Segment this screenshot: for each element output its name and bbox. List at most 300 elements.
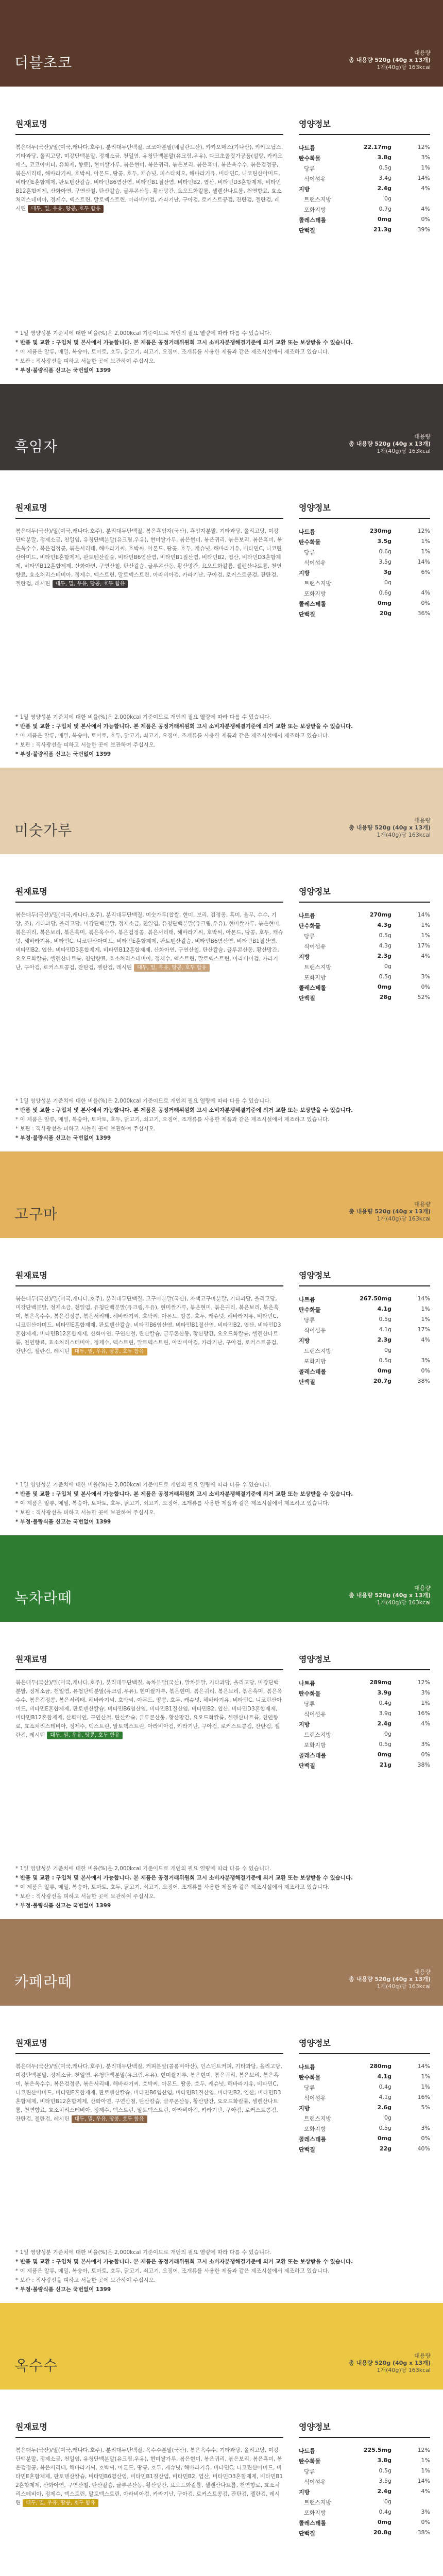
nutrient-value: 0g xyxy=(384,2498,391,2505)
note-2: * 반품 및 교환 : 구입처 및 본사에서 가능합니다. 본 제품은 공정거래위원회 고시 소비자분쟁해결기준에 의거 교환 또는 보상받을 수 있습니다. xyxy=(15,1107,353,1113)
ingredients-label: 원재료명 xyxy=(15,503,47,513)
nutrition-row xyxy=(299,2466,430,2476)
nutrient-daily-pct: 38% xyxy=(417,1378,430,1384)
nutrient-value: 20g xyxy=(379,610,391,617)
ingredients-text xyxy=(15,143,283,213)
nutrient-value: 0.7g xyxy=(379,206,391,212)
nutrient-name: 탄수화물 xyxy=(299,155,321,162)
nutrition-label: 영양정보 xyxy=(299,887,331,896)
ingredients-text xyxy=(15,911,283,972)
nutrient-value: 3.8g xyxy=(377,154,391,161)
nutrition-row xyxy=(299,2517,430,2528)
nutrient-daily-pct: 1% xyxy=(421,922,430,928)
nutrient-name: 식이섬유 xyxy=(304,943,326,950)
nutrient-name: 나트륨 xyxy=(299,1680,315,1687)
nutrient-name: 당류 xyxy=(304,2468,315,2475)
nutrient-daily-pct: 4% xyxy=(421,953,430,959)
note-3: * 이 제품은 알류, 메밀, 복숭아, 토마토, 호두, 닭고기, 쇠고기, 오징어, 조개류를 사용한 제품과 같은 제조시설에서 제조하고 있습니다. xyxy=(15,1500,330,1506)
section-5 xyxy=(0,1535,443,1909)
nutrient-name: 식이섬유 xyxy=(304,2479,326,2485)
ingredients-label: 원재료명 xyxy=(15,119,47,129)
nutrition-row xyxy=(299,536,430,547)
note-5: * 부정·불량식품 신고는 국번없이 1399 xyxy=(15,367,111,374)
nutrition-divider xyxy=(299,1669,430,1670)
ingredients-divider xyxy=(15,2437,283,2438)
ingredients-text xyxy=(15,2446,283,2507)
section-title: 흑임자 xyxy=(14,438,58,455)
nutrition-divider xyxy=(299,1285,430,1286)
nutrition-row xyxy=(299,1750,430,1760)
nutrition-row xyxy=(299,588,430,598)
nutrient-value: 0mg xyxy=(378,1367,391,1374)
nutrient-name: 식이섬유 xyxy=(304,1327,326,1334)
nutrient-value: 21g xyxy=(379,1761,391,1768)
nutrition-label: 영양정보 xyxy=(299,2038,331,2048)
nutrient-name: 콜레스테롤 xyxy=(299,601,327,607)
nutrient-value: 4.1g xyxy=(379,2094,391,2100)
section-content xyxy=(0,87,443,374)
nutrient-value: 280mg xyxy=(369,2063,391,2070)
section-1 xyxy=(0,0,443,374)
serving-line-1: 대용량 xyxy=(414,1969,431,1975)
nutrition-row xyxy=(299,1376,430,1386)
nutrient-daily-pct: 3% xyxy=(421,1357,430,1364)
serving-info xyxy=(349,1585,431,1606)
nutrition-row xyxy=(299,163,430,173)
nutrient-value: 2.3g xyxy=(377,1336,391,1343)
note-1: * 1일 영양성분 기준치에 대한 비율(%)은 2,000kcal 기준이므로 개인의 필요 열량에 따라 다를 수 있습니다. xyxy=(15,714,271,720)
nutrition-table xyxy=(299,910,430,1003)
serving-line-2: 총 내용량 520g (40g x 13개) xyxy=(349,57,431,63)
ingredients-body: 볶은대두(국산)/밀(미국,캐나다,호주), 분리대두단백질, 녹차분말(국산), 말차분말, 기타과당, 올리고당, 미강단백분말, 정제소금, 천일염, 유청단백분말(유크림,우유), 현미쌀가루, 볶은현미, 볶은귀리, 볶은보리, 볶은흑미, 볶은옥수수, 볶은검정콩, 볶은서리태, 해바라기씨, 호박씨, 아몬드, 땅콩, 호두, 캐슈넛, 해바라기유, 비타민C, 니코틴산아미드, 비타민E혼합제제, 판토텐산칼슘, 비타민B6염산염, 비타민B1질산염, 비타민B2, 엽산, 비타민D3혼합제제, 비타민B12혼합제제, 산화아연, 구연산철, 탄산칼슘, 글루콘산동, 황산망간, 요오드화칼륨, 셀렌산나트륨, 천연향료, 효소처리스테비아, 정제수, 덱스트린, 말토덱스트린, 아라비아검, 카라기난, 구아검, 로커스트콩검, 잔탄검, 젤란검, 레시틴 xyxy=(15,1680,282,1738)
ingredients-body: 볶은대두(국산)/밀(미국,캐나다,호주), 분리대두단백질, 옥수수분말(국산), 볶은옥수수, 기타과당, 올리고당, 미강단백분말, 정제소금, 천일염, 유청단백분말(유크림,우유), 현미쌀가루, 볶은현미, 볶은귀리, 볶은보리, 볶은흑미, 볶은검정콩, 볶은서리태, 해바라기씨, 호박씨, 아몬드, 땅콩, 호두, 캐슈넛, 해바라기유, 비타민C, 니코틴산아미드, 비타민E혼합제제, 판토텐산칼슘, 비타민B6염산염, 비타민B1질산염, 비타민B2, 엽산, 비타민D3혼합제제, 비타민B12혼합제제, 산화아연, 구연산철, 탄산칼슘, 글루콘산동, 황산망간, 요오드화칼륨, 셀렌산나트륨, 천연향료, 효소처리스테비아, 정제수, 덱스트린, 말토덱스트린, 아라비아검, 카라기난, 구아검, 로커스트콩검, 잔탄검, 젤란검, 레시틴 xyxy=(15,2447,283,2506)
nutrition-row xyxy=(299,2455,430,2466)
nutrition-label: 영양정보 xyxy=(299,119,331,129)
nutrient-name: 식이섬유 xyxy=(304,176,326,182)
nutrition-table xyxy=(299,526,430,619)
nutrient-value: 0.5g xyxy=(379,973,391,980)
serving-line-3: 1개(40g)당 163kcal xyxy=(377,1983,431,1990)
nutrient-value: 3.5g xyxy=(379,2478,391,2484)
nutrient-name: 지방 xyxy=(299,1337,310,1344)
nutrient-daily-pct: 0% xyxy=(421,1751,430,1758)
nutrient-value: 20.7g xyxy=(373,1378,391,1384)
nutrition-row xyxy=(299,173,430,183)
nutrition-divider xyxy=(299,518,430,519)
nutrition-row xyxy=(299,194,430,204)
nutrient-value: 28g xyxy=(379,994,391,1001)
nutrient-daily-pct: 4% xyxy=(421,589,430,596)
nutrition-row xyxy=(299,152,430,163)
nutrient-daily-pct: 1% xyxy=(421,1316,430,1323)
nutrient-value: 21.3g xyxy=(373,226,391,233)
serving-info xyxy=(349,1969,431,1990)
section-title: 고구마 xyxy=(14,1206,58,1223)
nutrient-value: 0mg xyxy=(378,2519,391,2526)
allergy-badge: 대두, 밀, 우유, 땅콩, 호두 함유 xyxy=(72,2115,147,2123)
nutrient-name: 지방 xyxy=(299,954,310,960)
nutrient-value: 0.5g xyxy=(379,1741,391,1748)
note-3: * 이 제품은 알류, 메밀, 복숭아, 토마토, 호두, 닭고기, 쇠고기, 오징어, 조개류를 사용한 제품과 같은 제조시설에서 제조하고 있습니다. xyxy=(15,1884,330,1890)
nutrition-table xyxy=(299,142,430,235)
nutrient-name: 단백질 xyxy=(299,995,315,1002)
section-3 xyxy=(0,768,443,1139)
nutrition-row xyxy=(299,142,430,152)
nutrient-name: 단백질 xyxy=(299,227,315,234)
section-header xyxy=(0,2303,443,2389)
nutrition-divider xyxy=(299,134,430,135)
nutrition-row xyxy=(299,578,430,588)
serving-line-3: 1개(40g)당 163kcal xyxy=(377,1599,431,1606)
notes xyxy=(15,329,428,375)
nutrient-name: 지방 xyxy=(299,570,310,577)
serving-info xyxy=(349,817,431,839)
serving-line-3: 1개(40g)당 163kcal xyxy=(377,448,431,454)
nutrient-value: 0.5g xyxy=(379,932,391,939)
nutrient-value: 0.4g xyxy=(379,2509,391,2515)
nutrient-value: 2.4g xyxy=(377,1720,391,1727)
allergy-badge: 대두, 밀, 우유, 땅콩, 호두 함유 xyxy=(72,1348,147,1355)
allergy-badge: 대두, 밀, 우유, 땅콩, 호두 함유 xyxy=(53,580,128,588)
ingredients-label: 원재료명 xyxy=(15,887,47,896)
nutrient-value: 4.1g xyxy=(377,2073,391,2080)
serving-line-2: 총 내용량 520g (40g x 13개) xyxy=(349,1208,431,1215)
nutrient-daily-pct: 14% xyxy=(417,1295,430,1302)
nutrition-row xyxy=(299,1760,430,1770)
nutrient-value: 3.9g xyxy=(379,1710,391,1717)
nutrient-name: 포화지방 xyxy=(304,2510,326,2516)
nutrient-daily-pct: 3% xyxy=(421,973,430,980)
ingredients-divider xyxy=(15,134,283,135)
nutrition-row xyxy=(299,567,430,578)
nutrition-row xyxy=(299,1739,430,1750)
nutrient-value: 0.5g xyxy=(379,1357,391,1364)
nutrition-table xyxy=(299,1677,430,1770)
note-2: * 반품 및 교환 : 구입처 및 본사에서 가능합니다. 본 제품은 공정거래위원회 고시 소비자분쟁해결기준에 의거 교환 또는 보상받을 수 있습니다. xyxy=(15,340,353,346)
nutrient-value: 4.1g xyxy=(377,1306,391,1312)
nutrient-value: 2.4g xyxy=(377,185,391,192)
nutrient-value: 0mg xyxy=(378,1751,391,1758)
nutrient-daily-pct: 4% xyxy=(421,1720,430,1727)
nutrition-row xyxy=(299,1325,430,1335)
nutrient-value: 20.8g xyxy=(373,2529,391,2536)
nutrient-name: 나트륨 xyxy=(299,145,315,151)
ingredients-label: 원재료명 xyxy=(15,1654,47,1664)
nutrient-name: 단백질 xyxy=(299,1762,315,1769)
nutrition-row xyxy=(299,992,430,1003)
section-4 xyxy=(0,1151,443,1525)
nutrition-label: 영양정보 xyxy=(299,2422,331,2432)
nutrient-daily-pct: 14% xyxy=(417,175,430,181)
nutrition-row xyxy=(299,2133,430,2144)
section-content xyxy=(0,2389,443,2576)
note-5: * 부정·불량식품 신고는 국번없이 1399 xyxy=(15,751,111,757)
nutrient-name: 포화지방 xyxy=(304,2126,326,2132)
nutrient-name: 포화지방 xyxy=(304,1358,326,1365)
nutrient-name: 당류 xyxy=(304,2084,315,2091)
nutrient-value: 0g xyxy=(384,1347,391,1353)
note-3: * 이 제품은 알류, 메밀, 복숭아, 토마토, 호두, 닭고기, 쇠고기, 오징어, 조개류를 사용한 제품과 같은 제조시설에서 제조하고 있습니다. xyxy=(15,1116,330,1123)
nutrition-row xyxy=(299,2528,430,2538)
note-4: * 보관 : 직사광선을 피하고 서늘한 곳에 보관하여 주십시오. xyxy=(15,358,156,364)
nutrition-row xyxy=(299,2123,430,2133)
nutrient-name: 탄수화물 xyxy=(299,1690,321,1697)
note-3: * 이 제품은 알류, 메밀, 복숭아, 토마토, 호두, 닭고기, 쇠고기, 오징어, 조개류를 사용한 제품과 같은 제조시설에서 제조하고 있습니다. xyxy=(15,2268,330,2274)
nutrient-name: 나트륨 xyxy=(299,2448,315,2454)
nutrient-name: 지방 xyxy=(299,186,310,193)
serving-info xyxy=(349,1201,431,1223)
nutrient-name: 지방 xyxy=(299,1721,310,1728)
section-header xyxy=(0,768,443,854)
nutrient-daily-pct: 1% xyxy=(421,538,430,545)
nutrient-value: 0mg xyxy=(378,600,391,606)
note-5: * 부정·불량식품 신고는 국번없이 1399 xyxy=(15,1135,111,1141)
nutrient-daily-pct: 1% xyxy=(421,2073,430,2080)
nutrient-name: 탄수화물 xyxy=(299,923,321,929)
section-title: 카페라떼 xyxy=(14,1973,73,1990)
nutrient-value: 0mg xyxy=(378,2135,391,2142)
note-2: * 반품 및 교환 : 구입처 및 본사에서 가능합니다. 본 제품은 공정거래위원회 고시 소비자분쟁해결기준에 의거 교환 또는 보상받을 수 있습니다. xyxy=(15,723,353,730)
nutrient-value: 4.3g xyxy=(377,922,391,928)
nutrition-label: 영양정보 xyxy=(299,503,331,513)
nutrient-daily-pct: 1% xyxy=(421,2083,430,2090)
nutrient-daily-pct: 1% xyxy=(421,548,430,555)
nutrient-name: 포화지방 xyxy=(304,207,326,213)
ingredients-text xyxy=(15,2062,283,2124)
nutrient-name: 지방 xyxy=(299,2105,310,2112)
nutrient-daily-pct: 0% xyxy=(421,2135,430,2142)
section-header xyxy=(0,1535,443,1622)
nutrient-value: 3.8g xyxy=(377,2457,391,2464)
nutrition-row xyxy=(299,951,430,961)
nutrient-daily-pct: 3% xyxy=(421,2125,430,2131)
note-5: * 부정·불량식품 신고는 국번없이 1399 xyxy=(15,1903,111,1909)
note-3: * 이 제품은 알류, 메밀, 복숭아, 토마토, 호두, 닭고기, 쇠고기, 오징어, 조개류를 사용한 제품과 같은 제조시설에서 제조하고 있습니다. xyxy=(15,733,330,739)
ingredients-label: 원재료명 xyxy=(15,1270,47,1280)
nutrition-row xyxy=(299,1719,430,1729)
nutrient-daily-pct: 4% xyxy=(421,2488,430,2495)
nutrition-row xyxy=(299,920,430,930)
ingredients-divider xyxy=(15,1285,283,1286)
nutrient-name: 트랜스지방 xyxy=(304,2115,332,2122)
nutrition-row xyxy=(299,1294,430,1304)
nutrient-value: 0.4g xyxy=(379,1700,391,1706)
nutrient-value: 230mg xyxy=(369,528,391,534)
nutrient-daily-pct: 14% xyxy=(417,2478,430,2484)
nutrient-value: 0mg xyxy=(378,984,391,990)
nutrient-value: 0.5g xyxy=(379,164,391,171)
nutrient-name: 포화지방 xyxy=(304,590,326,597)
allergy-badge: 대두, 밀, 우유, 땅콩, 호두 함유 xyxy=(47,1732,123,1739)
nutrient-value: 0g xyxy=(384,1731,391,1737)
allergy-badge: 대두, 밀, 우유, 땅콩, 호두 함유 xyxy=(28,205,104,213)
nutrition-row xyxy=(299,2486,430,2497)
nutrient-name: 트랜스지방 xyxy=(304,196,332,203)
nutrient-name: 단백질 xyxy=(299,611,315,618)
nutrient-daily-pct: 40% xyxy=(417,2145,430,2152)
nutrient-value: 289mg xyxy=(369,1679,391,1686)
nutrition-row xyxy=(299,2072,430,2082)
nutrient-value: 267.50mg xyxy=(360,1295,391,1302)
nutrient-daily-pct: 0% xyxy=(421,600,430,606)
nutrient-value: 0g xyxy=(384,963,391,970)
section-content xyxy=(0,854,443,1139)
section-title: 녹차라떼 xyxy=(14,1589,73,1606)
nutrition-divider xyxy=(299,2053,430,2054)
ingredients-label: 원재료명 xyxy=(15,2422,47,2432)
nutrient-name: 콜레스테롤 xyxy=(299,217,327,224)
nutrient-name: 트랜스지방 xyxy=(304,580,332,587)
ingredients-divider xyxy=(15,902,283,903)
nutrient-value: 0.6g xyxy=(379,548,391,555)
ingredients-body: 볶은대두(국산)/밀(미국,캐나다,호주), 분리대두단백질, 코코아분말(네덜란드산), 카카오매스(가나산), 카카오닙스, 기타과당, 올리고당, 미강단백분말, 정제소금, 천일염, 유청단백분말(유크림,우유), 다크초콜릿가공품(설탕, 카카오매스, 코코아버터, 유화제, 향료), 현미쌀가루, 볶은현미, 볶은귀리, 볶은보리, 볶은흑미, 볶은옥수수, 볶은검정콩, 볶은서리태, 해바라기씨, 호박씨, 아몬드, 땅콩, 호두, 캐슈넛, 피스타치오, 해바라기유, 비타민C, 니코틴산아미드, 비타민E혼합제제, 판토텐산칼슘, 비타민B6염산염, 비타민B1질산염, 비타민B2, 엽산, 비타민D3혼합제제, 비타민B12혼합제제, 산화아연, 구연산철, 탄산칼슘, 글루콘산동, 황산망간, 요오드화칼륨, 셀렌산나트륨, 천연향료, 효소처리스테비아, 정제수, 덱스트린, 말토덱스트린, 아라비아검, 카라기난, 구아검, 로커스트콩검, 잔탄검, 젤란검, 레시틴 xyxy=(15,144,283,212)
nutrition-row xyxy=(299,1708,430,1719)
serving-line-2: 총 내용량 520g (40g x 13개) xyxy=(349,824,431,831)
nutrient-name: 포화지방 xyxy=(304,1742,326,1749)
notes xyxy=(15,1480,428,1527)
note-4: * 보관 : 직사광선을 피하고 서늘한 곳에 보관하여 주십시오. xyxy=(15,1893,156,1900)
nutrition-label: 영양정보 xyxy=(299,1270,331,1280)
nutrient-daily-pct: 12% xyxy=(417,2447,430,2453)
nutrient-daily-pct: 1% xyxy=(421,932,430,939)
nutrition-label: 영양정보 xyxy=(299,1654,331,1664)
ingredients-body: 볶은대두(국산)/밀(미국,캐나다,호주), 분리대두단백질, 커피분말(콜롬비아산), 인스턴트커피, 기타과당, 올리고당, 미강단백분말, 정제소금, 천일염, 유청단백분말(유크림,우유), 현미쌀가루, 볶은현미, 볶은귀리, 볶은보리, 볶은흑미, 볶은옥수수, 볶은검정콩, 볶은서리태, 해바라기씨, 호박씨, 아몬드, 땅콩, 호두, 캐슈넛, 해바라기유, 비타민C, 니코틴산아미드, 비타민E혼합제제, 판토텐산칼슘, 비타민B6염산염, 비타민B1질산염, 비타민B2, 엽산, 비타민D3혼합제제, 비타민B12혼합제제, 산화아연, 구연산철, 탄산칼슘, 글루콘산동, 황산망간, 요오드화칼륨, 셀렌산나트륨, 천연향료, 효소처리스테비아, 정제수, 덱스트린, 말토덱스트린, 아라비아검, 카라기난, 구아검, 로커스트콩검, 잔탄검, 젤란검, 레시틴 xyxy=(15,2063,282,2122)
nutrition-table xyxy=(299,1294,430,1386)
nutrition-row xyxy=(299,961,430,972)
ingredients-text xyxy=(15,527,283,588)
nutrient-name: 트랜스지방 xyxy=(304,1732,332,1738)
nutrient-name: 나트륨 xyxy=(299,1296,315,1303)
nutrient-name: 당류 xyxy=(304,1317,315,1324)
nutrient-daily-pct: 39% xyxy=(417,226,430,233)
note-2: * 반품 및 교환 : 구입처 및 본사에서 가능합니다. 본 제품은 공정거래위원회 고시 소비자분쟁해결기준에 의거 교환 또는 보상받을 수 있습니다. xyxy=(15,1491,353,1497)
notes xyxy=(15,713,428,759)
ingredients-divider xyxy=(15,518,283,519)
nutrient-daily-pct: 14% xyxy=(417,2063,430,2070)
nutrient-name: 당류 xyxy=(304,165,315,172)
section-title: 더블초코 xyxy=(14,54,73,71)
ingredients-text xyxy=(15,1295,283,1356)
section-7 xyxy=(0,2303,443,2576)
nutrient-value: 0.5g xyxy=(379,2125,391,2131)
nutrient-name: 나트륨 xyxy=(299,2064,315,2071)
note-5: * 부정·불량식품 신고는 국번없이 1399 xyxy=(15,2286,111,2293)
nutrient-name: 탄수화물 xyxy=(299,2458,321,2465)
nutrient-value: 270mg xyxy=(369,911,391,918)
nutrient-value: 3.9g xyxy=(377,1689,391,1696)
nutrition-row xyxy=(299,1677,430,1688)
nutrition-row xyxy=(299,1688,430,1698)
nutrient-daily-pct: 3% xyxy=(421,1741,430,1748)
section-content xyxy=(0,2006,443,2293)
nutrient-value: 2.6g xyxy=(377,2104,391,2111)
allergy-badge: 대두, 밀, 우유, 땅콩, 호두 함유 xyxy=(134,964,210,972)
nutrient-name: 지방 xyxy=(299,2489,310,2496)
note-3: * 이 제품은 알류, 메밀, 복숭아, 토마토, 호두, 닭고기, 쇠고기, 오징어, 조개류를 사용한 제품과 같은 제조시설에서 제조하고 있습니다. xyxy=(15,349,330,355)
nutrient-daily-pct: 0% xyxy=(421,216,430,223)
nutrition-row xyxy=(299,204,430,214)
nutrient-daily-pct: 3% xyxy=(421,2509,430,2515)
nutrient-name: 당류 xyxy=(304,1701,315,1707)
nutrition-divider xyxy=(299,902,430,903)
nutrient-name: 탄수화물 xyxy=(299,1307,321,1313)
ingredients-body: 볶은대두(국산)/밀(미국,캐나다,호주), 분리대두단백질, 미숫가루(찹쌀, 현미, 보리, 검정콩, 흑미, 율무, 수수, 기장, 조), 기타과당, 올리고당, 미강단백분말, 정제소금, 천일염, 유청단백분말(유크림,우유), 현미쌀가루, 볶은현미, 볶은귀리, 볶은보리, 볶은흑미, 볶은옥수수, 볶은검정콩, 볶은서리태, 해바라기씨, 호박씨, 아몬드, 땅콩, 호두, 캐슈넛, 해바라기유, 비타민C, 니코틴산아미드, 비타민E혼합제제, 판토텐산칼슘, 비타민B6염산염, 비타민B1질산염, 비타민B2, 엽산, 비타민D3혼합제제, 비타민B12혼합제제, 산화아연, 구연산철, 탄산칼슘, 글루콘산동, 황산망간, 요오드화칼륨, 셀렌산나트륨, 천연향료, 효소처리스테비아, 정제수, 덱스트린, 말토덱스트린, 아라비아검, 카라기난, 구아검, 로커스트콩검, 잔탄검, 젤란검, 레시틴 xyxy=(15,912,283,971)
section-header xyxy=(0,384,443,470)
nutrition-row xyxy=(299,225,430,235)
note-4: * 보관 : 직사광선을 피하고 서늘한 곳에 보관하여 주십시오. xyxy=(15,1510,156,1516)
serving-info xyxy=(349,433,431,455)
section-2 xyxy=(0,384,443,755)
nutrient-daily-pct: 3% xyxy=(421,1689,430,1696)
nutrition-row xyxy=(299,2476,430,2486)
nutrient-daily-pct: 1% xyxy=(421,2457,430,2464)
nutrition-row xyxy=(299,2103,430,2113)
nutrient-name: 탄수화물 xyxy=(299,539,321,546)
nutrient-name: 식이섬유 xyxy=(304,1711,326,1718)
nutrient-value: 0g xyxy=(384,195,391,202)
ingredients-divider xyxy=(15,1669,283,1670)
nutrition-table xyxy=(299,2061,430,2154)
nutrition-row xyxy=(299,1729,430,1739)
nutrition-row xyxy=(299,2092,430,2103)
notes xyxy=(15,2248,428,2294)
nutrient-daily-pct: 1% xyxy=(421,2467,430,2474)
nutrition-row xyxy=(299,598,430,608)
nutrition-row xyxy=(299,2113,430,2123)
nutrition-row xyxy=(299,1355,430,1366)
nutrition-row xyxy=(299,547,430,557)
note-4: * 보관 : 직사광선을 피하고 서늘한 곳에 보관하여 주십시오. xyxy=(15,742,156,748)
nutrition-row xyxy=(299,608,430,619)
ingredients-body: 볶은대두(국산)/밀(미국,캐나다,호주), 분리대두단백질, 고구마분말(국산), 자색고구마분말, 기타과당, 올리고당, 미강단백분말, 정제소금, 천일염, 유청단백분말(유크림,우유), 현미쌀가루, 볶은현미, 볶은귀리, 볶은보리, 볶은흑미, 볶은옥수수, 볶은검정콩, 볶은서리태, 해바라기씨, 호박씨, 아몬드, 땅콩, 호두, 캐슈넛, 해바라기유, 비타민C, 니코틴산아미드, 비타민E혼합제제, 판토텐산칼슘, 비타민B6염산염, 비타민B1질산염, 비타민B2, 엽산, 비타민D3혼합제제, 비타민B12혼합제제, 산화아연, 구연산철, 탄산칼슘, 글루콘산동, 황산망간, 요오드화칼륨, 셀렌산나트륨, 천연향료, 효소처리스테비아, 정제수, 덱스트린, 말토덱스트린, 아라비아검, 카라기난, 구아검, 로커스트콩검, 잔탄검, 젤란검, 레시틴 xyxy=(15,1296,281,1354)
nutrient-daily-pct: 12% xyxy=(417,144,430,150)
nutrient-value: 225.5mg xyxy=(363,2447,391,2453)
nutrient-name: 단백질 xyxy=(299,1379,315,1385)
note-1: * 1일 영양성분 기준치에 대한 비율(%)은 2,000kcal 기준이므로 개인의 필요 열량에 따라 다를 수 있습니다. xyxy=(15,1098,271,1104)
allergy-badge: 대두, 밀, 우유, 땅콩, 호두 함유 xyxy=(23,2499,98,2507)
section-header xyxy=(0,1919,443,2006)
serving-line-1: 대용량 xyxy=(414,817,431,824)
nutrition-row xyxy=(299,2144,430,2154)
note-1: * 1일 영양성분 기준치에 대한 비율(%)은 2,000kcal 기준이므로 개인의 필요 열량에 따라 다를 수 있습니다. xyxy=(15,1482,271,1488)
nutrient-name: 콜레스테롤 xyxy=(299,1368,327,1375)
serving-line-1: 대용량 xyxy=(414,1201,431,1208)
section-6 xyxy=(0,1919,443,2293)
nutrient-daily-pct: 36% xyxy=(417,610,430,617)
notes xyxy=(15,1096,428,1143)
nutrition-row xyxy=(299,1335,430,1345)
nutrient-daily-pct: 1% xyxy=(421,164,430,171)
nutrition-row xyxy=(299,2082,430,2092)
section-title: 미숫가루 xyxy=(14,822,73,839)
note-1: * 1일 영양성분 기준치에 대한 비율(%)은 2,000kcal 기준이므로 개인의 필요 열량에 따라 다를 수 있습니다. xyxy=(15,330,271,336)
nutrition-row xyxy=(299,1345,430,1355)
nutrition-row xyxy=(299,557,430,567)
nutrition-row xyxy=(299,1366,430,1376)
nutrient-daily-pct: 14% xyxy=(417,911,430,918)
section-header xyxy=(0,0,443,87)
nutrition-row xyxy=(299,1304,430,1314)
nutrient-name: 콜레스테롤 xyxy=(299,985,327,991)
nutrient-name: 트랜스지방 xyxy=(304,2499,332,2506)
nutrient-name: 당류 xyxy=(304,933,315,940)
serving-line-3: 1개(40g)당 163kcal xyxy=(377,832,431,838)
nutrient-name: 단백질 xyxy=(299,2530,315,2537)
nutrient-value: 3.4g xyxy=(379,175,391,181)
nutrient-value: 0.5g xyxy=(379,2467,391,2474)
nutrient-daily-pct: 14% xyxy=(417,558,430,565)
nutrient-value: 0.5g xyxy=(379,1316,391,1323)
